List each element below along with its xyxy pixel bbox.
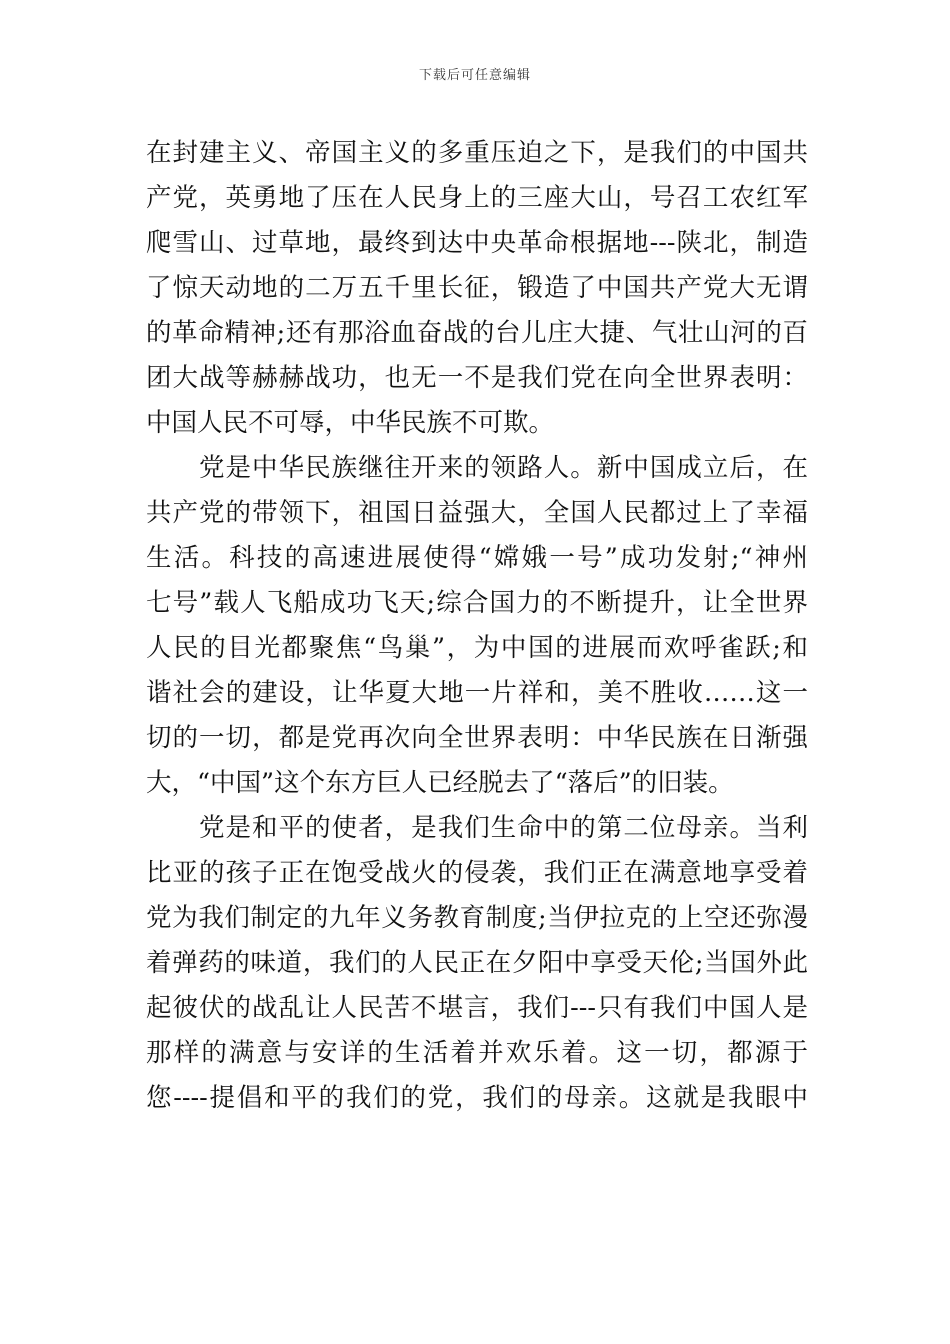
text-line: 了惊天动地的二万五千里长征，锻造了中国共产党大无谓: [146, 273, 808, 303]
text-line: 您----提倡和平的我们的党，我们的母亲。这就是我眼中: [146, 1083, 808, 1113]
text-line: 着弹药的味道，我们的人民正在夕阳中享受天伦;当国外此: [146, 948, 808, 978]
text-line: 生活。科技的高速进展使得“嫦娥一号”成功发射;“神州: [146, 543, 808, 573]
text-line: 在封建主义、帝国主义的多重压迫之下，是我们的中国共: [146, 138, 808, 168]
text-line: 党是中华民族继往开来的领路人。新中国成立后，在: [199, 453, 808, 483]
text-line: 谐社会的建设，让华夏大地一片祥和，美不胜收……这一: [146, 678, 808, 708]
text-line: 共产党的带领下，祖国日益强大，全国人民都过上了幸福: [146, 498, 808, 528]
text-line: 中国人民不可辱，中华民族不可欺。: [146, 408, 555, 438]
text-line: 切的一切，都是党再次向全世界表明：中华民族在日渐强: [146, 723, 808, 753]
text-line: 的革命精神;还有那浴血奋战的台儿庄大捷、气壮山河的百: [146, 318, 808, 348]
text-line: 那样的满意与安详的生活着并欢乐着。这一切，都源于: [146, 1038, 808, 1068]
paragraph-2: [146, 446, 808, 806]
text-line: 爬雪山、过草地，最终到达中央革命根据地---陕北，制造: [146, 228, 808, 258]
text-line: 产党，英勇地了压在人民身上的三座大山，号召工农红军: [146, 183, 808, 213]
header-note: 下载后可任意编辑: [418, 68, 531, 83]
text-line: 党为我们制定的九年义务教育制度;当伊拉克的上空还弥漫: [146, 903, 808, 933]
text-line: 七号”载人飞船成功飞天;综合国力的不断提升，让全世界: [146, 588, 808, 618]
text-line: 大，“中国”这个东方巨人已经脱去了“落后”的旧装。: [146, 768, 734, 798]
text-line: 人民的目光都聚焦“鸟巢”，为中国的进展而欢呼雀跃;和: [146, 633, 808, 663]
text-line: 比亚的孩子正在饱受战火的侵袭，我们正在满意地享受着: [146, 858, 808, 888]
text-line: 党是和平的使者，是我们生命中的第二位母亲。当利: [199, 813, 808, 843]
paragraph-3: [146, 806, 808, 1121]
text-line: 起彼伏的战乱让人民苦不堪言，我们---只有我们中国人是: [146, 993, 808, 1023]
paragraph-1: [146, 131, 808, 446]
text-line: 团大战等赫赫战功，也无一不是我们党在向全世界表明：: [146, 363, 808, 393]
body-text: [146, 131, 808, 1121]
